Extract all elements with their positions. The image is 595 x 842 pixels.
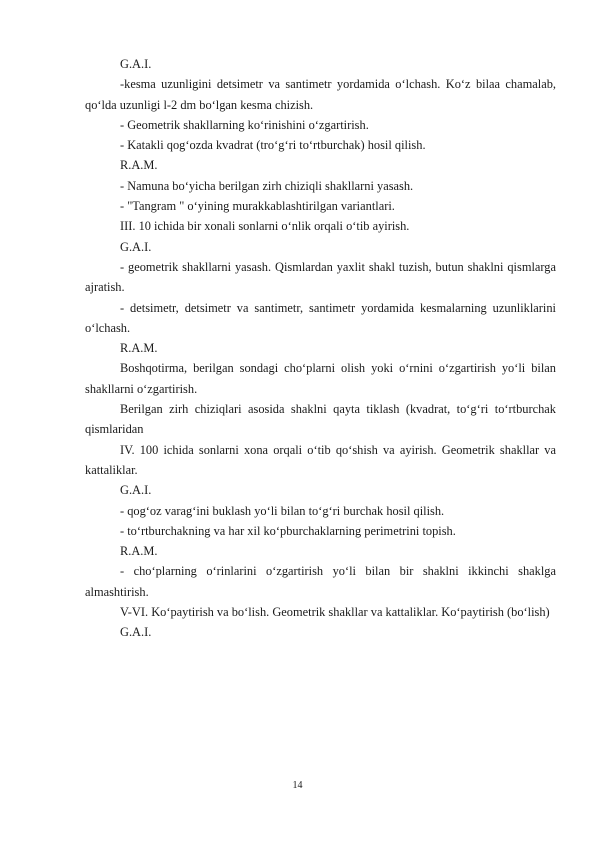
paragraph-tangram: - "Tangram " o‘yining murakkablashtirilgan variantlari. [120,199,395,214]
heading-gai-3: G.A.I. [120,483,152,498]
paragraph-zirh-chiziqlari: Berilgan zirh chiziqlari asosida shaklni qayta tiklash (kvadrat, to‘g‘ri to‘rtburchak qismlaridan [85,402,556,437]
paragraph-namuna-boyicha: - Namuna bo‘yicha berilgan zirh chiziqli shakllarni yasash. [120,178,414,193]
heading-gai-2: G.A.I. [120,239,152,254]
paragraph-boshqotirma: Boshqotirma, berilgan sondagi cho‘plarni olish yoki o‘rnini o‘zgartirish yo‘li bilan shakllarni o‘zgartirish. [85,361,556,396]
paragraph-geometrik-shakllar: - geometrik shakllarni yasash. Qismlardan yaxlit shakl tuzish, butun shaklni qismlarga ajratish. [85,259,556,295]
paragraph-shakl-korinishi: - Geometrik shakllarning ko‘rinishini o‘zgartirish. [120,117,369,132]
paragraph-detsimetr: - detsimetr, detsimetr va santimetr, santimetr yordamida kesmalarning uzunliklarini o‘lchash. [85,300,556,335]
paragraph-katakli-qogoz: - Katakli qog‘ozda kvadrat (tro‘g‘ri to‘rtburchak) hosil qilish. [120,138,426,153]
document-body [85,54,556,643]
page-number: 14 [292,780,303,791]
paragraph-qogoz-buklash: - qog‘oz varag‘ini buklash yo‘li bilan to‘g‘ri burchak hosil qilish. [120,503,445,518]
heading-gai-1: G.A.I. [120,57,152,71]
paragraph-choplar: - cho‘plarning o‘rinlarini o‘zgartirish yo‘li bilan bir shaklni ikkinchi shaklga almashtirish. [85,564,556,599]
heading-ram-1: R.A.M. [120,158,158,173]
paragraph-perimetr: - to‘rtburchakning va har xil ko‘pburchaklarning perimetrini topish. [120,523,456,538]
paragraph-kesma-uzunligi: -kesma uzunligini detsimetr va santimetr yordamida o‘lchash. Ko‘z bilaa chamalab, qo‘lda uzunligi l-2 dm bo‘lgan kesma chizish. [85,77,556,112]
section-v-vi: V-VI. Ko‘paytirish va bo‘lish. Geometrik shakllar va kattaliklar. Ko‘paytirish (bo‘lish) [120,605,550,620]
heading-ram-2: R.A.M. [120,341,158,356]
section-iv: IV. 100 ichida sonlarni xona orqali o‘tib qo‘shish va ayirish. Geometrik shakllar va kattaliklar. [85,442,556,477]
heading-gai-4: G.A.I. [120,625,152,640]
heading-ram-3: R.A.M. [120,544,158,559]
section-iii: III. 10 ichida bir xonali sonlarni o‘nlik orqali o‘tib ayirish. [120,219,410,234]
